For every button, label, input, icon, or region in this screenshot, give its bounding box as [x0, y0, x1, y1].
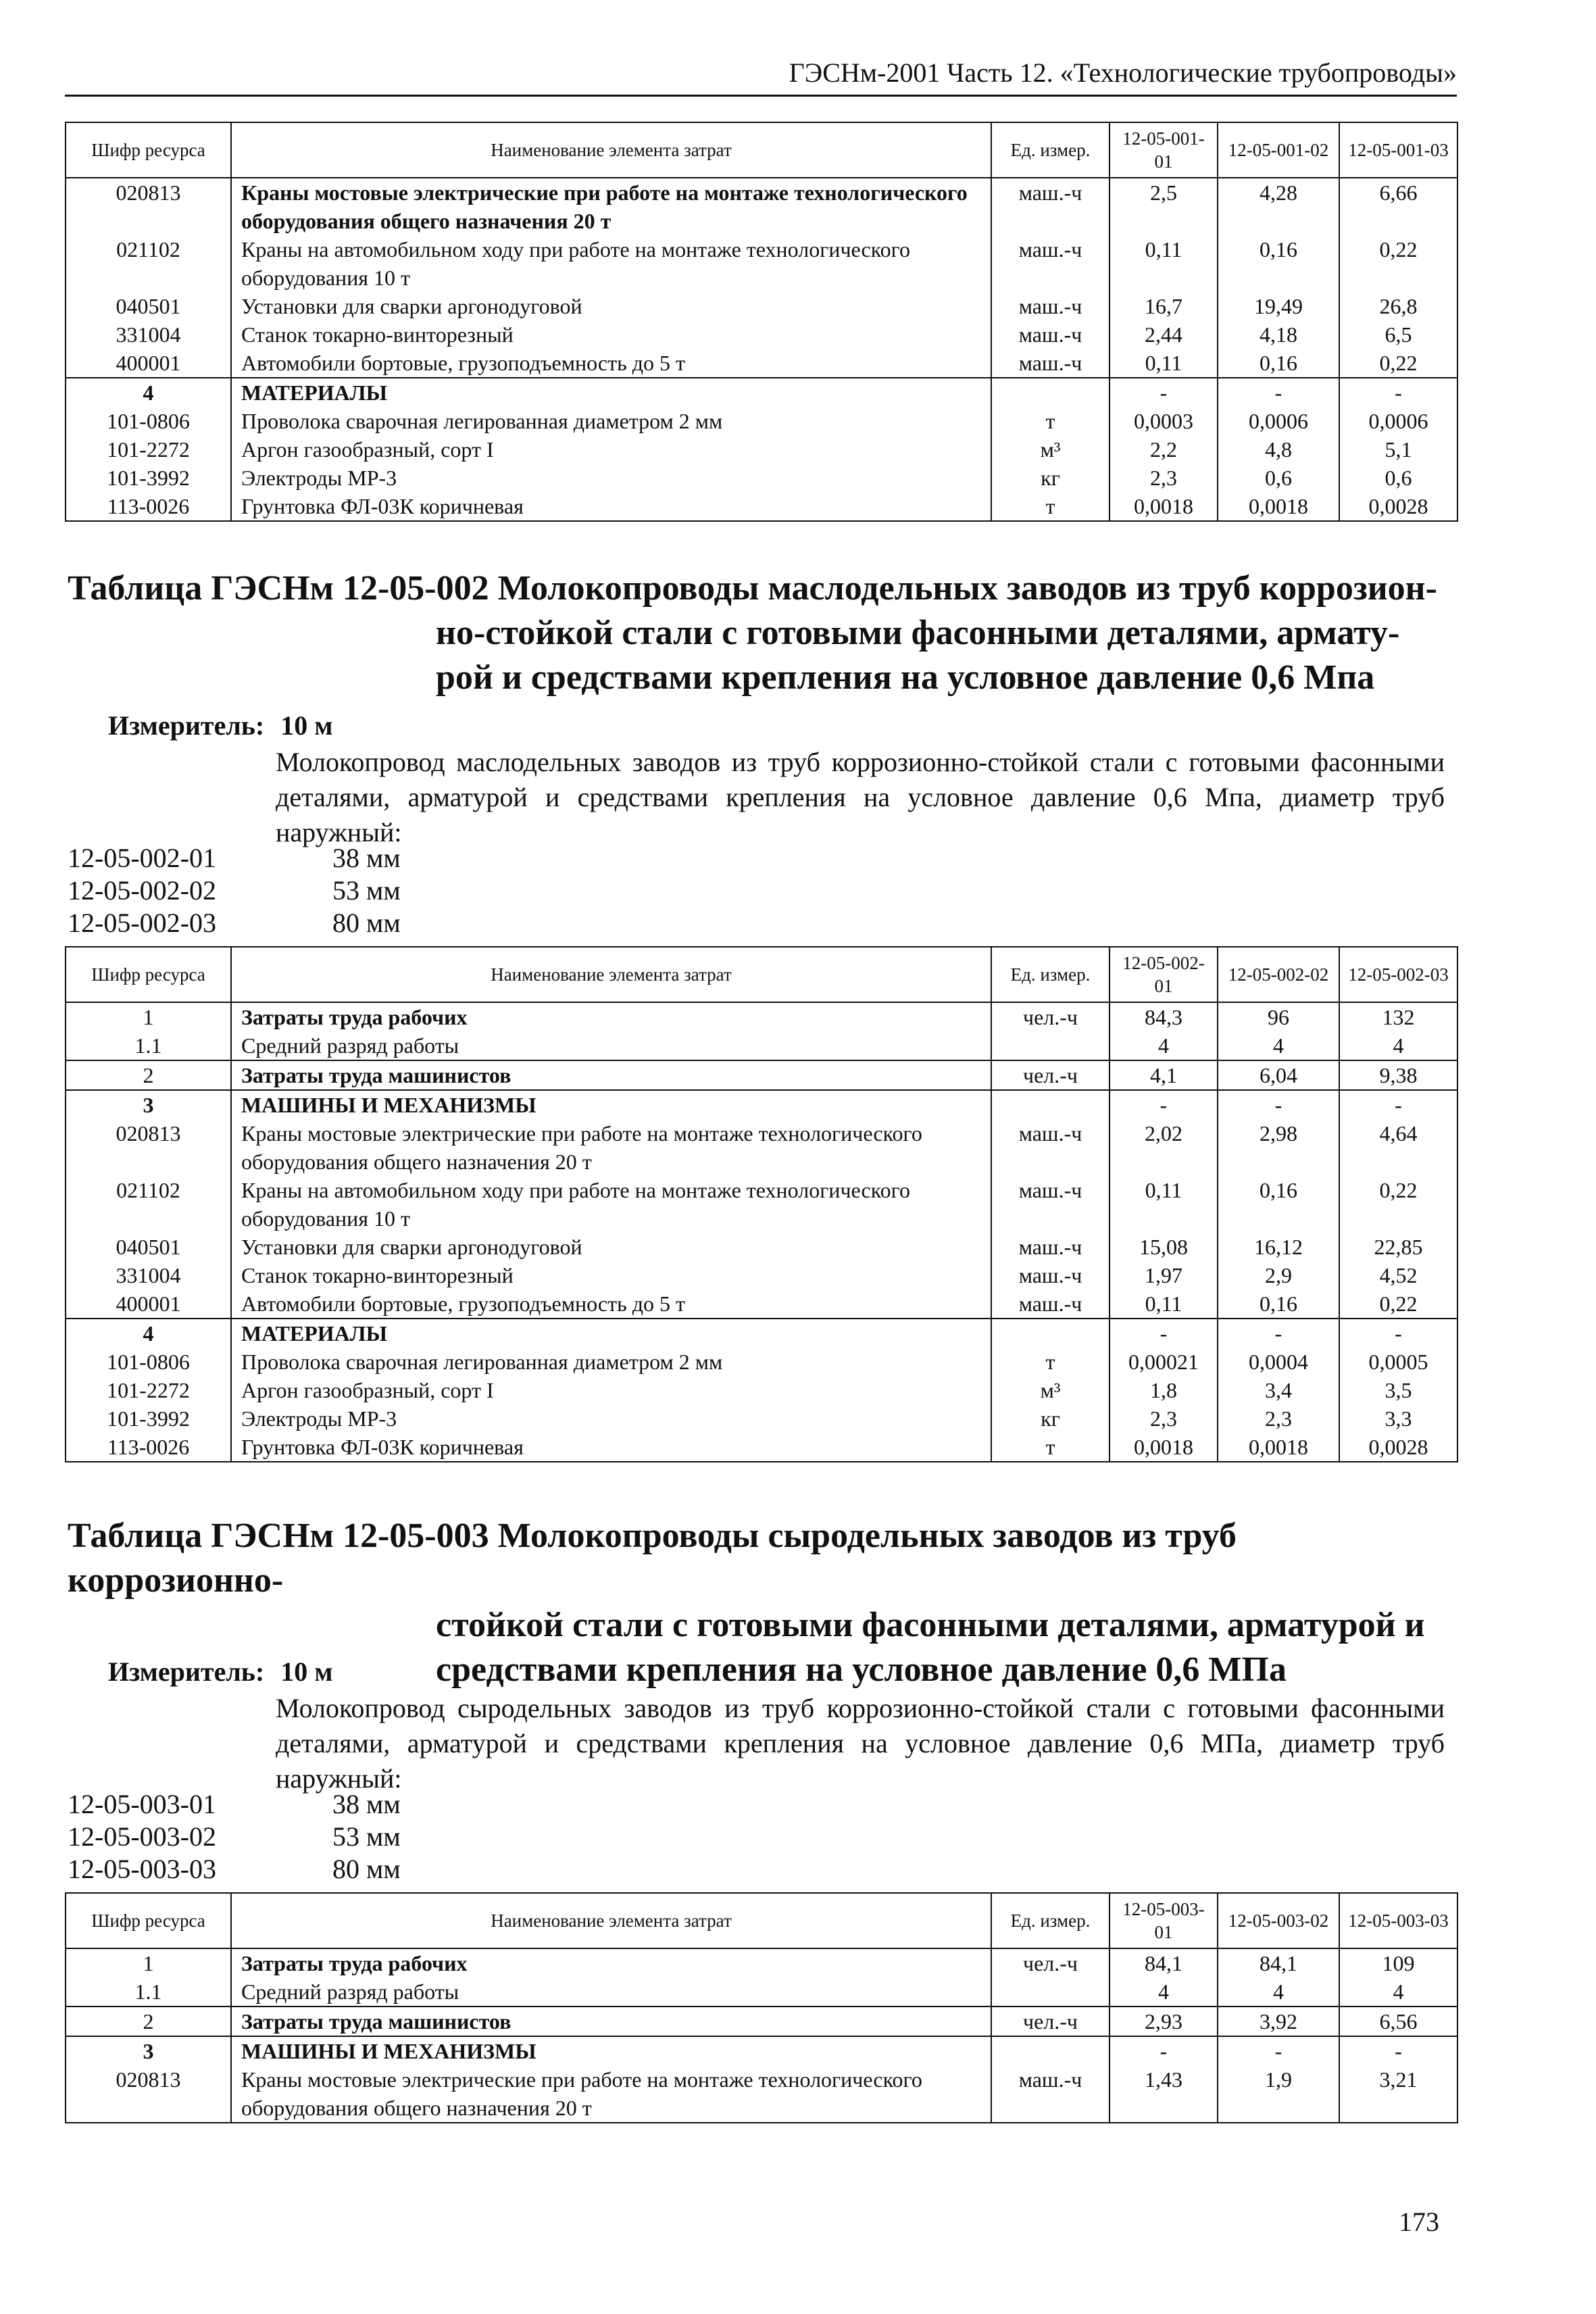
- col-header-unit: Ед. измер.: [991, 947, 1109, 1002]
- resource-name-cell: Автомобили бортовые, грузоподъемность до 5 т: [231, 1289, 991, 1319]
- table-row: [66, 1031, 1457, 1060]
- unit-cell: чел.-ч: [991, 1002, 1109, 1031]
- value-cell: 1,9: [1218, 2065, 1339, 2123]
- resource-name-cell: Грунтовка ФЛ-03К коричневая: [231, 492, 991, 521]
- unit-cell: маш.-ч: [991, 320, 1109, 349]
- resource-name-cell: Средний разряд работы: [231, 1031, 991, 1060]
- value-cell: 19,49: [1218, 292, 1339, 320]
- resource-name-cell: Проволока сварочная легированная диаметром 2 мм: [231, 1348, 991, 1376]
- resource-code-cell: 1.1: [66, 1031, 231, 1060]
- variant-code: 12-05-003-02: [68, 1821, 216, 1852]
- variant-row: [68, 842, 401, 875]
- value-cell: 3,3: [1339, 1404, 1457, 1433]
- value-cell: 1,8: [1109, 1376, 1218, 1404]
- resource-code-cell: 021102: [66, 1176, 231, 1233]
- resource-name-cell: Установки для сварки аргонодуговой: [231, 292, 991, 320]
- variant-value: 38 мм: [332, 1789, 401, 1819]
- page-number: 173: [1399, 2207, 1439, 2237]
- unit-cell: маш.-ч: [991, 349, 1109, 378]
- value-cell: -: [1109, 1319, 1218, 1348]
- value-cell: 9,38: [1339, 1060, 1457, 1090]
- resource-code-cell: 1.1: [66, 1977, 231, 2007]
- unit-cell: маш.-ч: [991, 235, 1109, 292]
- col-header-unit: Ед. измер.: [991, 1893, 1109, 1948]
- table-row: [66, 1376, 1457, 1404]
- table-header-row: [66, 947, 1457, 1002]
- meter-value: 10 м: [280, 710, 333, 741]
- value-cell: 132: [1339, 1002, 1457, 1031]
- col-header-variant-2: 12-05-002-02: [1218, 947, 1339, 1002]
- resource-code-cell: 1: [66, 1948, 231, 1977]
- unit-cell: [991, 1090, 1109, 1119]
- variant-row: [68, 1821, 401, 1853]
- value-cell: 4: [1339, 1031, 1457, 1060]
- meter: [108, 710, 332, 741]
- resource-code-cell: 1: [66, 1002, 231, 1031]
- resource-code-cell: 2: [66, 2007, 231, 2036]
- value-cell: 6,56: [1339, 2007, 1457, 2036]
- value-cell: 0,22: [1339, 349, 1457, 378]
- section-title-12-05-002: [68, 566, 1460, 700]
- resource-code-cell: 331004: [66, 1261, 231, 1289]
- value-cell: 0,11: [1109, 1176, 1218, 1233]
- value-cell: 84,1: [1109, 1948, 1218, 1977]
- variant-list: [68, 1788, 401, 1886]
- variant-row: [68, 875, 401, 907]
- value-cell: 4,28: [1218, 178, 1339, 235]
- table-row: [66, 1119, 1457, 1176]
- value-cell: 6,66: [1339, 178, 1457, 235]
- table-row: [66, 1433, 1457, 1462]
- col-header-variant-3: 12-05-002-03: [1339, 947, 1457, 1002]
- value-cell: 1,43: [1109, 2065, 1218, 2123]
- unit-cell: [991, 1031, 1109, 1060]
- value-cell: -: [1339, 1090, 1457, 1119]
- resource-code-cell: 021102: [66, 235, 231, 292]
- col-header-unit: Ед. измер.: [991, 122, 1109, 178]
- value-cell: 84,3: [1109, 1002, 1218, 1031]
- unit-cell: т: [991, 407, 1109, 435]
- resource-name-cell: Средний разряд работы: [231, 1977, 991, 2007]
- table-body: [66, 1002, 1457, 1462]
- header-title: ГЭСНм-2001 Часть 12. «Технологические трубопроводы»: [789, 57, 1457, 88]
- value-cell: 2,44: [1109, 320, 1218, 349]
- section-description: Молокопровод маслодельных заводов из труб коррозионно-стойкой стали с готовыми фасонными деталями, арматурой и средствами крепления на условное давление 0,6 Мпа, диаметр труб наружный:: [276, 747, 1445, 847]
- resource-name-cell: Грунтовка ФЛ-03К коричневая: [231, 1433, 991, 1462]
- meter-value: 10 м: [280, 1656, 333, 1687]
- col-header-variant-3: 12-05-001-03: [1339, 122, 1457, 178]
- resource-name-cell: Краны мостовые электрические при работе на монтаже технологического оборудования общего назначения 20 т: [231, 2065, 991, 2123]
- value-cell: 2,93: [1109, 2007, 1218, 2036]
- resource-code-cell: 020813: [66, 178, 231, 235]
- variant-value: 53 мм: [332, 1821, 401, 1852]
- variant-code: 12-05-002-02: [68, 875, 216, 906]
- variant-code: 12-05-003-01: [68, 1789, 216, 1819]
- variant-value: 80 мм: [332, 908, 401, 938]
- table-row: [66, 1319, 1457, 1348]
- unit-cell: кг: [991, 464, 1109, 492]
- running-header: [65, 54, 1457, 97]
- resource-name-cell: Станок токарно-винторезный: [231, 320, 991, 349]
- table-row: [66, 407, 1457, 435]
- value-cell: -: [1218, 378, 1339, 407]
- value-cell: -: [1109, 2036, 1218, 2065]
- unit-cell: т: [991, 492, 1109, 521]
- resource-table-12-05-001: [65, 122, 1458, 522]
- value-cell: 0,0028: [1339, 1433, 1457, 1462]
- table-row: [66, 2065, 1457, 2123]
- table-row: [66, 349, 1457, 378]
- resource-name-cell: Краны мостовые электрические при работе на монтаже технологического оборудования общего назначения 20 т: [231, 1119, 991, 1176]
- resource-name-cell: Автомобили бортовые, грузоподъемность до 5 т: [231, 349, 991, 378]
- resource-name-cell: Затраты труда рабочих: [231, 1002, 991, 1031]
- title-line-1: Таблица ГЭСНм 12-05-003 Молокопроводы сыродельных заводов из труб коррозионно-: [68, 1517, 1237, 1600]
- resource-name-cell: Затраты труда машинистов: [231, 2007, 991, 2036]
- value-cell: -: [1339, 378, 1457, 407]
- resource-code-cell: 113-0026: [66, 1433, 231, 1462]
- table-row: [66, 464, 1457, 492]
- value-cell: -: [1109, 378, 1218, 407]
- table-row: [66, 378, 1457, 407]
- value-cell: 16,7: [1109, 292, 1218, 320]
- resource-name-cell: Затраты труда машинистов: [231, 1060, 991, 1090]
- title-line-2: но-стойкой стали с готовыми фасонными деталями, армату-: [436, 614, 1400, 652]
- title-line-2: стойкой стали с готовыми фасонными деталями, арматурой и: [436, 1606, 1425, 1644]
- value-cell: 96: [1218, 1002, 1339, 1031]
- table-row: [66, 1002, 1457, 1031]
- unit-cell: маш.-ч: [991, 178, 1109, 235]
- resource-name-cell: Краны мостовые электрические при работе на монтаже технологического оборудования общего назначения 20 т: [231, 178, 991, 235]
- unit-cell: чел.-ч: [991, 2007, 1109, 2036]
- resource-name-cell: Электроды МР-3: [231, 464, 991, 492]
- value-cell: 0,16: [1218, 235, 1339, 292]
- resource-name-cell: Электроды МР-3: [231, 1404, 991, 1433]
- value-cell: -: [1218, 2036, 1339, 2065]
- value-cell: 2,98: [1218, 1119, 1339, 1176]
- value-cell: 0,0018: [1109, 1433, 1218, 1462]
- col-header-code: Шифр ресурса: [66, 122, 231, 178]
- variant-value: 38 мм: [332, 843, 401, 873]
- value-cell: -: [1339, 1319, 1457, 1348]
- col-header-name: Наименование элемента затрат: [231, 947, 991, 1002]
- table-body: [66, 178, 1457, 521]
- col-header-name: Наименование элемента затрат: [231, 1893, 991, 1948]
- resource-code-cell: 040501: [66, 292, 231, 320]
- col-header-name: Наименование элемента затрат: [231, 122, 991, 178]
- unit-cell: т: [991, 1433, 1109, 1462]
- resource-code-cell: 4: [66, 378, 231, 407]
- table-row: [66, 1261, 1457, 1289]
- value-cell: -: [1218, 1090, 1339, 1119]
- unit-cell: чел.-ч: [991, 1060, 1109, 1090]
- resource-code-cell: 331004: [66, 320, 231, 349]
- resource-name-cell: МАТЕРИАЛЫ: [231, 378, 991, 407]
- col-header-variant-1: 12-05-002-01: [1109, 947, 1218, 1002]
- resource-code-cell: 101-0806: [66, 407, 231, 435]
- unit-cell: [991, 2036, 1109, 2065]
- value-cell: 0,22: [1339, 1176, 1457, 1233]
- value-cell: 2,3: [1109, 464, 1218, 492]
- resource-code-cell: 3: [66, 1090, 231, 1119]
- resource-code-cell: 101-2272: [66, 435, 231, 464]
- col-header-variant-1: 12-05-003-01: [1109, 1893, 1218, 1948]
- variant-row: [68, 1788, 401, 1821]
- value-cell: 15,08: [1109, 1233, 1218, 1261]
- value-cell: 0,11: [1109, 235, 1218, 292]
- table-row: [66, 1289, 1457, 1319]
- value-cell: 0,0018: [1109, 492, 1218, 521]
- resource-code-cell: 101-0806: [66, 1348, 231, 1376]
- resource-code-cell: 020813: [66, 1119, 231, 1176]
- resource-code-cell: 113-0026: [66, 492, 231, 521]
- col-header-code: Шифр ресурса: [66, 947, 231, 1002]
- unit-cell: маш.-ч: [991, 1176, 1109, 1233]
- resource-name-cell: Установки для сварки аргонодуговой: [231, 1233, 991, 1261]
- table-header-row: [66, 1893, 1457, 1948]
- value-cell: 4,64: [1339, 1119, 1457, 1176]
- value-cell: 4,52: [1339, 1261, 1457, 1289]
- table-row: [66, 178, 1457, 235]
- resource-table-12-05-002: [65, 946, 1458, 1462]
- value-cell: 26,8: [1339, 292, 1457, 320]
- value-cell: 2,3: [1109, 1404, 1218, 1433]
- value-cell: 1,97: [1109, 1261, 1218, 1289]
- value-cell: 2,5: [1109, 178, 1218, 235]
- variant-row: [68, 1853, 401, 1886]
- value-cell: -: [1218, 1319, 1339, 1348]
- unit-cell: м³: [991, 1376, 1109, 1404]
- table-row: [66, 1060, 1457, 1090]
- table-row: [66, 1348, 1457, 1376]
- value-cell: 6,04: [1218, 1060, 1339, 1090]
- value-cell: 0,6: [1218, 464, 1339, 492]
- value-cell: 4,8: [1218, 435, 1339, 464]
- resource-name-cell: МАШИНЫ И МЕХАНИЗМЫ: [231, 1090, 991, 1119]
- value-cell: 22,85: [1339, 1233, 1457, 1261]
- resource-code-cell: 400001: [66, 349, 231, 378]
- value-cell: 5,1: [1339, 435, 1457, 464]
- value-cell: 4: [1218, 1031, 1339, 1060]
- value-cell: 0,0006: [1339, 407, 1457, 435]
- resource-code-cell: 101-2272: [66, 1376, 231, 1404]
- meter-label: Измеритель:: [108, 710, 265, 741]
- unit-cell: т: [991, 1348, 1109, 1376]
- unit-cell: кг: [991, 1404, 1109, 1433]
- resource-code-cell: 400001: [66, 1289, 231, 1319]
- value-cell: 0,0018: [1218, 1433, 1339, 1462]
- value-cell: 0,00021: [1109, 1348, 1218, 1376]
- value-cell: 0,16: [1218, 1176, 1339, 1233]
- value-cell: 6,5: [1339, 320, 1457, 349]
- title-line-1: Таблица ГЭСНм 12-05-002 Молокопроводы маслодельных заводов из труб коррозион-: [68, 569, 1437, 608]
- variant-value: 80 мм: [332, 1854, 401, 1884]
- value-cell: 4,18: [1218, 320, 1339, 349]
- resource-table-12-05-003: [65, 1892, 1458, 2123]
- resource-name-cell: Краны на автомобильном ходу при работе на монтаже технологического оборудования 10 т: [231, 1176, 991, 1233]
- value-cell: 0,11: [1109, 349, 1218, 378]
- value-cell: 0,0028: [1339, 492, 1457, 521]
- table-row: [66, 1090, 1457, 1119]
- table-header-row: [66, 122, 1457, 178]
- value-cell: 0,16: [1218, 1289, 1339, 1319]
- value-cell: -: [1339, 2036, 1457, 2065]
- table-row: [66, 1176, 1457, 1233]
- unit-cell: м³: [991, 435, 1109, 464]
- value-cell: 4: [1109, 1977, 1218, 2007]
- unit-cell: маш.-ч: [991, 2065, 1109, 2123]
- resource-name-cell: Затраты труда рабочих: [231, 1948, 991, 1977]
- value-cell: 2,3: [1218, 1404, 1339, 1433]
- unit-cell: маш.-ч: [991, 1289, 1109, 1319]
- value-cell: 84,1: [1218, 1948, 1339, 1977]
- title-line-3: рой и средствами крепления на условное давление 0,6 Мпа: [436, 658, 1375, 697]
- value-cell: 0,0006: [1218, 407, 1339, 435]
- variant-code: 12-05-003-03: [68, 1854, 216, 1884]
- unit-cell: маш.-ч: [991, 292, 1109, 320]
- resource-code-cell: 020813: [66, 2065, 231, 2123]
- variant-code: 12-05-002-03: [68, 908, 216, 938]
- value-cell: 16,12: [1218, 1233, 1339, 1261]
- col-header-variant-1: 12-05-001-01: [1109, 122, 1218, 178]
- resource-code-cell: 3: [66, 2036, 231, 2065]
- meter-label: Измеритель:: [108, 1656, 265, 1687]
- unit-cell: [991, 378, 1109, 407]
- table-row: [66, 292, 1457, 320]
- resource-name-cell: Проволока сварочная легированная диаметром 2 мм: [231, 407, 991, 435]
- value-cell: 2,9: [1218, 1261, 1339, 1289]
- variant-value: 53 мм: [332, 875, 401, 906]
- value-cell: -: [1109, 1090, 1218, 1119]
- unit-cell: маш.-ч: [991, 1261, 1109, 1289]
- table-row: [66, 2036, 1457, 2065]
- section-description: Молокопровод сыродельных заводов из труб коррозионно-стойкой стали с готовыми фасонными деталями, арматурой и средствами крепления на условное давление 0,6 МПа, диаметр труб наружный:: [276, 1693, 1445, 1794]
- value-cell: 2,2: [1109, 435, 1218, 464]
- value-cell: 2,02: [1109, 1119, 1218, 1176]
- resource-name-cell: МАШИНЫ И МЕХАНИЗМЫ: [231, 2036, 991, 2065]
- unit-cell: [991, 1319, 1109, 1348]
- value-cell: 4,1: [1109, 1060, 1218, 1090]
- unit-cell: чел.-ч: [991, 1948, 1109, 1977]
- resource-code-cell: 4: [66, 1319, 231, 1348]
- variant-code: 12-05-002-01: [68, 843, 216, 873]
- value-cell: 0,22: [1339, 1289, 1457, 1319]
- value-cell: 0,11: [1109, 1289, 1218, 1319]
- col-header-variant-2: 12-05-003-02: [1218, 1893, 1339, 1948]
- table-row: [66, 492, 1457, 521]
- value-cell: 3,21: [1339, 2065, 1457, 2123]
- table-row: [66, 435, 1457, 464]
- table-row: [66, 1948, 1457, 1977]
- table-row: [66, 320, 1457, 349]
- value-cell: 0,22: [1339, 235, 1457, 292]
- value-cell: 4: [1109, 1031, 1218, 1060]
- col-header-variant-2: 12-05-001-02: [1218, 122, 1339, 178]
- resource-name-cell: Станок токарно-винторезный: [231, 1261, 991, 1289]
- unit-cell: [991, 1977, 1109, 2007]
- variant-row: [68, 907, 401, 939]
- table-body: [66, 1948, 1457, 2123]
- resource-name-cell: Аргон газообразный, сорт I: [231, 1376, 991, 1404]
- title-line-3: средствами крепления на условное давление 0,6 МПа: [436, 1650, 1287, 1689]
- table-row: [66, 1404, 1457, 1433]
- value-cell: 0,0018: [1218, 492, 1339, 521]
- table-row: [66, 2007, 1457, 2036]
- resource-code-cell: 101-3992: [66, 1404, 231, 1433]
- value-cell: 0,0005: [1339, 1348, 1457, 1376]
- value-cell: 3,4: [1218, 1376, 1339, 1404]
- value-cell: 4: [1339, 1977, 1457, 2007]
- value-cell: 109: [1339, 1948, 1457, 1977]
- value-cell: 4: [1218, 1977, 1339, 2007]
- table-row: [66, 235, 1457, 292]
- variant-list: [68, 842, 401, 939]
- value-cell: 0,16: [1218, 349, 1339, 378]
- value-cell: 0,0004: [1218, 1348, 1339, 1376]
- resource-code-cell: 040501: [66, 1233, 231, 1261]
- table-row: [66, 1977, 1457, 2007]
- resource-name-cell: Краны на автомобильном ходу при работе на монтаже технологического оборудования 10 т: [231, 235, 991, 292]
- resource-name-cell: МАТЕРИАЛЫ: [231, 1319, 991, 1348]
- unit-cell: маш.-ч: [991, 1119, 1109, 1176]
- value-cell: 0,0003: [1109, 407, 1218, 435]
- col-header-variant-3: 12-05-003-03: [1339, 1893, 1457, 1948]
- col-header-code: Шифр ресурса: [66, 1893, 231, 1948]
- table-row: [66, 1233, 1457, 1261]
- value-cell: 3,5: [1339, 1376, 1457, 1404]
- unit-cell: маш.-ч: [991, 1233, 1109, 1261]
- meter: [108, 1656, 332, 1688]
- resource-code-cell: 101-3992: [66, 464, 231, 492]
- value-cell: 3,92: [1218, 2007, 1339, 2036]
- resource-name-cell: Аргон газообразный, сорт I: [231, 435, 991, 464]
- value-cell: 0,6: [1339, 464, 1457, 492]
- resource-code-cell: 2: [66, 1060, 231, 1090]
